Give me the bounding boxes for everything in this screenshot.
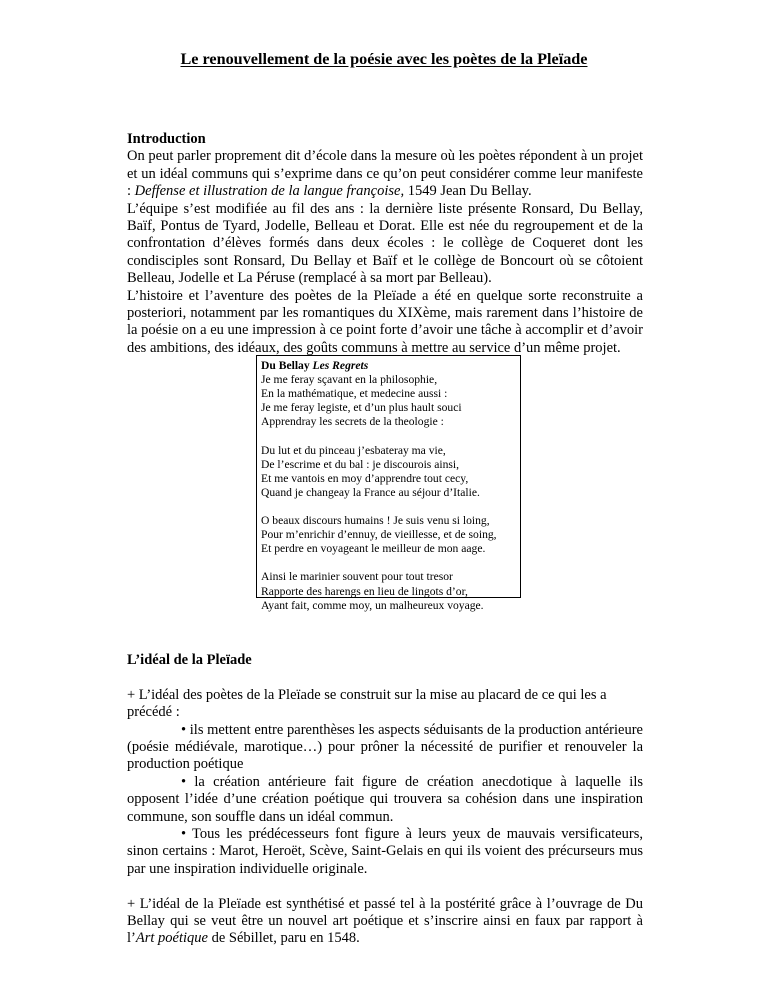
art-poetique-title: Art poétique (135, 930, 208, 947)
poem-line: Rapporte des harengs en lieu de lingots d’or, (261, 584, 468, 598)
introduction-paragraph-3: L’histoire et l’aventure des poètes de la Pleïade a été en quelque sorte reconstruite a posteriori, notamment par les romantiques du XIXème, mais rarement dans l’histoire de la poésie on a eu une impression à ce point forte d’avoir une tâche à accomplir et d’avoir des ambitions, des idéaux, des goûts communs à mettre au service d’un même projet. (127, 287, 643, 356)
introduction-section (127, 131, 643, 357)
poem-work-title: Les Regrets (312, 359, 369, 372)
poem-heading (261, 359, 520, 373)
poem-line: Pour m’enrichir d’ennuy, de vieillesse, et de soing, (261, 528, 497, 542)
ideal-bullet-1: • ils mettent entre parenthèses les aspects séduisants de la production antérieure (poésie médiévale, marotique…) pour prôner la nécessité de purifier et renouveler la production poétique (127, 721, 643, 773)
ideal-heading: L’idéal de la Pleïade (127, 652, 252, 668)
poem-line: Je me feray sçavant en la philosophie, (261, 373, 438, 387)
page-title: Le renouvellement de la poésie avec les poètes de la Pleïade (180, 50, 588, 68)
poem-line: Et me vantois en moy d’apprendre tout cecy, (261, 471, 469, 485)
ideal-paragraph-1: + L’idéal des poètes de la Pleïade se construit sur la mise au placard de ce qui les a précédé : (127, 686, 607, 721)
poem-line: Et perdre en voyageant le meilleur de mon aage. (261, 542, 486, 556)
poem-box (256, 355, 521, 612)
ideal-p2-end: de Sébillet, paru en 1548. (207, 930, 360, 947)
poem-line: Ayant fait, comme moy, un malheureux voyage. (261, 598, 484, 612)
ideal-section (127, 652, 643, 948)
introduction-heading: Introduction (127, 131, 206, 147)
poem-author: Du Bellay (261, 359, 310, 372)
manifesto-title: Deffense et illustration de la langue françoise, (134, 183, 405, 200)
poem-line: Ainsi le marinier souvent pour tout tresor (261, 570, 453, 584)
ideal-bullet-3: • Tous les prédécesseurs font figure à leurs yeux de mauvais versificateurs, sinon certains : Marot, Heroët, Scève, Saint-Gelais en qui ils voient des précurseurs mus par une inspiration individuelle originale. (127, 826, 643, 877)
poem-line: O beaux discours humains ! Je suis venu si loing, (261, 514, 490, 528)
poem-stanza (261, 444, 520, 500)
poem-line: Du lut et du pinceau j’esbateray ma vie, (261, 443, 446, 457)
poem-line: Apprendray les secrets de la theologie : (261, 415, 444, 429)
poem-stanza (261, 570, 520, 612)
intro-p1-end: 1549 Jean Du Bellay. (404, 183, 532, 200)
poem-line: De l’escrime et du bal : je discourois ainsi, (261, 457, 460, 471)
intro-p1-text: On peut parler proprement dit d’école dans la mesure où les poètes répondent à un projet et un idéal communs qui s’exprime dans ce qu’on peut considérer comme leur manifeste : (127, 148, 643, 200)
poem-line: Je me feray legiste, et d’un plus hault souci (261, 401, 462, 415)
introduction-paragraph-2: L’équipe s’est modifiée au fil des ans : la dernière liste présente Ronsard, Du Bellay, Baïf, Pontus de Tyard, Jodelle, Belleau et Dorat. Elle est née du regroupement et de la confrontation d’élèves formés dans deux écoles : le collège de Coqueret dont les condisciples sont Ronsard, Du Bellay et Baïf et le collège de Boncourt où se côtoient Belleau, Jodelle et La Péruse (remplacé à sa mort par Belleau). (127, 200, 643, 287)
ideal-paragraph-2 (127, 896, 643, 948)
ideal-p2-text: + L’idéal de la Pleïade est synthétisé et passé tel à la postérité grâce à l’ouvrage de Du Bellay qui se veut être un nouvel art poétique et s’inscrire ainsi en faux par rapport à l’ (127, 895, 643, 947)
poem-line: Quand je changeay la France au séjour d’Italie. (261, 485, 480, 499)
ideal-bullet-2: • la création antérieure fait figure de création anecdotique à laquelle ils opposent l’idée d’une création poétique qui trouvera sa cohésion dans une inspiration commune, son souffle dans un idéal commun. (127, 773, 643, 825)
introduction-paragraph-1 (127, 148, 643, 200)
poem-line: En la mathématique, et medecine aussi : (261, 387, 448, 401)
poem-stanza (261, 373, 520, 429)
poem-stanza (261, 514, 520, 556)
